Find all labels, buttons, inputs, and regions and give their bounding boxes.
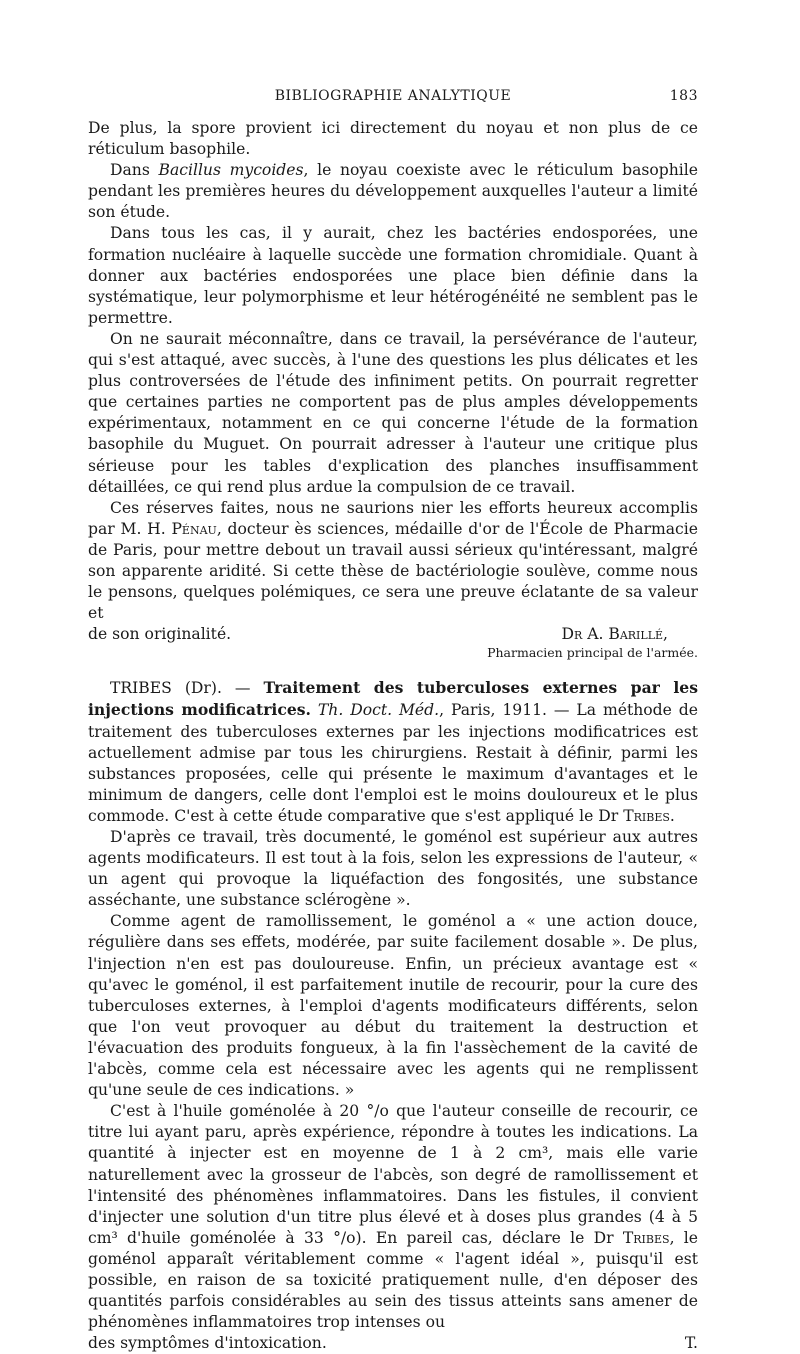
signature-line: de son originalité. Dr A. Barillé,: [88, 624, 698, 645]
paragraph: On ne saurait méconnaître, dans ce travail, la persévérance de l'auteur, qui s'est attaqué, avec succès, à l'une des questions les plus délicates et les plus controversées de l'étude des infiniment petits. On pourrait regretter que certaines parties ne comportent pas de plus amples développements expérimentaux, notamment en ce qui concerne l'étude de la formation basophile du Muguet. On pourrait adresser à l'auteur une critique plus sérieuse pour les tables d'explication des planches insuffisamment détaillées, ce qui rend plus ardue la compulsion de ce travail.: [88, 329, 698, 496]
page: [88, 86, 698, 1354]
reviewer-signature: Dr A. Barillé,: [561, 625, 668, 644]
page-number: 183: [669, 88, 698, 104]
section-gap: [88, 661, 698, 677]
running-header: [88, 86, 698, 108]
review-author: TRIBES (Dr). —: [110, 679, 264, 698]
header-title: BIBLIOGRAPHIE ANALYTIQUE: [274, 88, 512, 104]
paragraph: Ces réserves faites, nous ne saurions nier les efforts heureux accomplis par M. H. Pénau, docteur ès sciences, médaille d'or de l'École de Pharmacie de Paris, pour mettre debout un travail aussi sérieux qu'intéressant, malgré son apparente aridité. Si cette thèse de bactériologie soulève, comme nous le pensons, quelques polémiques, ce sera une preuve éclatante de sa valeur et: [88, 498, 698, 623]
paragraph: Comme agent de ramollissement, le goménol a « une action douce, régulière dans ses effets, modérée, par suite facilement dosable ». De plus, l'injection n'en est pas douloureuse. Enfin, un précieux avantage est « qu'avec le goménol, il est parfaitement inutile de recourir, pour la cure des tuberculoses externes, à l'emploi d'agents modificateurs différents, selon que l'on veut provoquer au début du traitement la destruction et l'évacuation des produits fongueux, à la fin l'assèchement de la cavité de l'abcès, comme cela est nécessaire avec les agents qui ne remplissent qu'une seule de ces indications. »: [88, 912, 698, 1100]
paragraph: D'après ce travail, très documenté, le goménol est supérieur aux autres agents modificateurs. Il est tout à la fois, selon les expressions de l'auteur, « un agent qui provoque la liquéfaction des fongosités, une substance asséchante, une substance sclérogène ».: [88, 828, 698, 910]
review-source: Th. Doct. Méd.: [310, 701, 440, 720]
author-name: Tribes: [622, 1228, 670, 1247]
paragraph: C'est à l'huile goménolée à 20 °/o que l'auteur conseille de recourir, ce titre lui ayant paru, après expérience, répondre à toutes les indications. La quantité à injecter est en moyenne de 1 à 2 cm³, mais elle varie naturellement avec la grosseur de l'abcès, son degré de ramollissement et l'intensité des phénomènes inflammatoires. Dans les fistules, il convient d'injecter une solution d'un titre plus élevé et à doses plus grandes (4 à 5 cm³ d'huile goménolée à 33 °/o). En pareil cas, déclare le Dr Tribes, le goménol apparaît véritablement comme « l'agent idéal », puisqu'il est possible, en raison de sa toxicité pratiquement nulle, d'en déposer des quantités parfois considérables au sein des tissus atteints sans amener de phénomènes inflammatoires trop intenses ou: [88, 1102, 699, 1332]
review-penau: [88, 118, 698, 661]
paragraph: Dans tous les cas, il y aurait, chez les bactéries endosporées, une formation nucléaire à laquelle succède une formation chromidiale. Quant à donner aux bactéries endosporées une place bien définie dans la systématique, leur polymorphisme et leur hétérogénéité ne semblent pas le permettre.: [88, 224, 698, 327]
paragraph: Dans Bacillus mycoides, le noyau coexiste avec le réticulum basophile pendant les premières heures du développement auxquelles l'auteur a limité son étude.: [88, 161, 699, 222]
author-name: Pénau: [171, 519, 217, 538]
review-heading-paragraph: TRIBES (Dr). — Traitement des tuberculoses externes par les injections modificatrices. Th. Doct. Méd., Paris, 1911. — La méthode de traitement des tuberculoses externes par les injections modificatrices est actuellement admise par tous les chirurgiens. Restait à définir, parmi les substances proposées, celle qui présente le maximum d'avantages et le minimum de dangers, celle dont l'emploi est le moins douloureux et le plus commode. C'est à cette étude comparative que s'est appliqué le Dr Tribes.: [88, 678, 698, 825]
reviewer-signature: T.: [684, 1334, 698, 1353]
review-title: Traitement des tuberculoses externes par les injections modificatrices.: [88, 678, 698, 720]
paragraph: De plus, la spore provient ici directement du noyau et non plus de ce réticulum basophile.: [88, 119, 698, 159]
signature-line: des symptômes d'intoxication. T.: [88, 1333, 698, 1354]
species-name: Bacillus mycoides: [158, 161, 304, 180]
author-name: Tribes: [623, 806, 670, 825]
reviewer-role: Pharmacien principal de l'armée.: [487, 645, 698, 661]
review-tribes: [88, 677, 698, 1354]
